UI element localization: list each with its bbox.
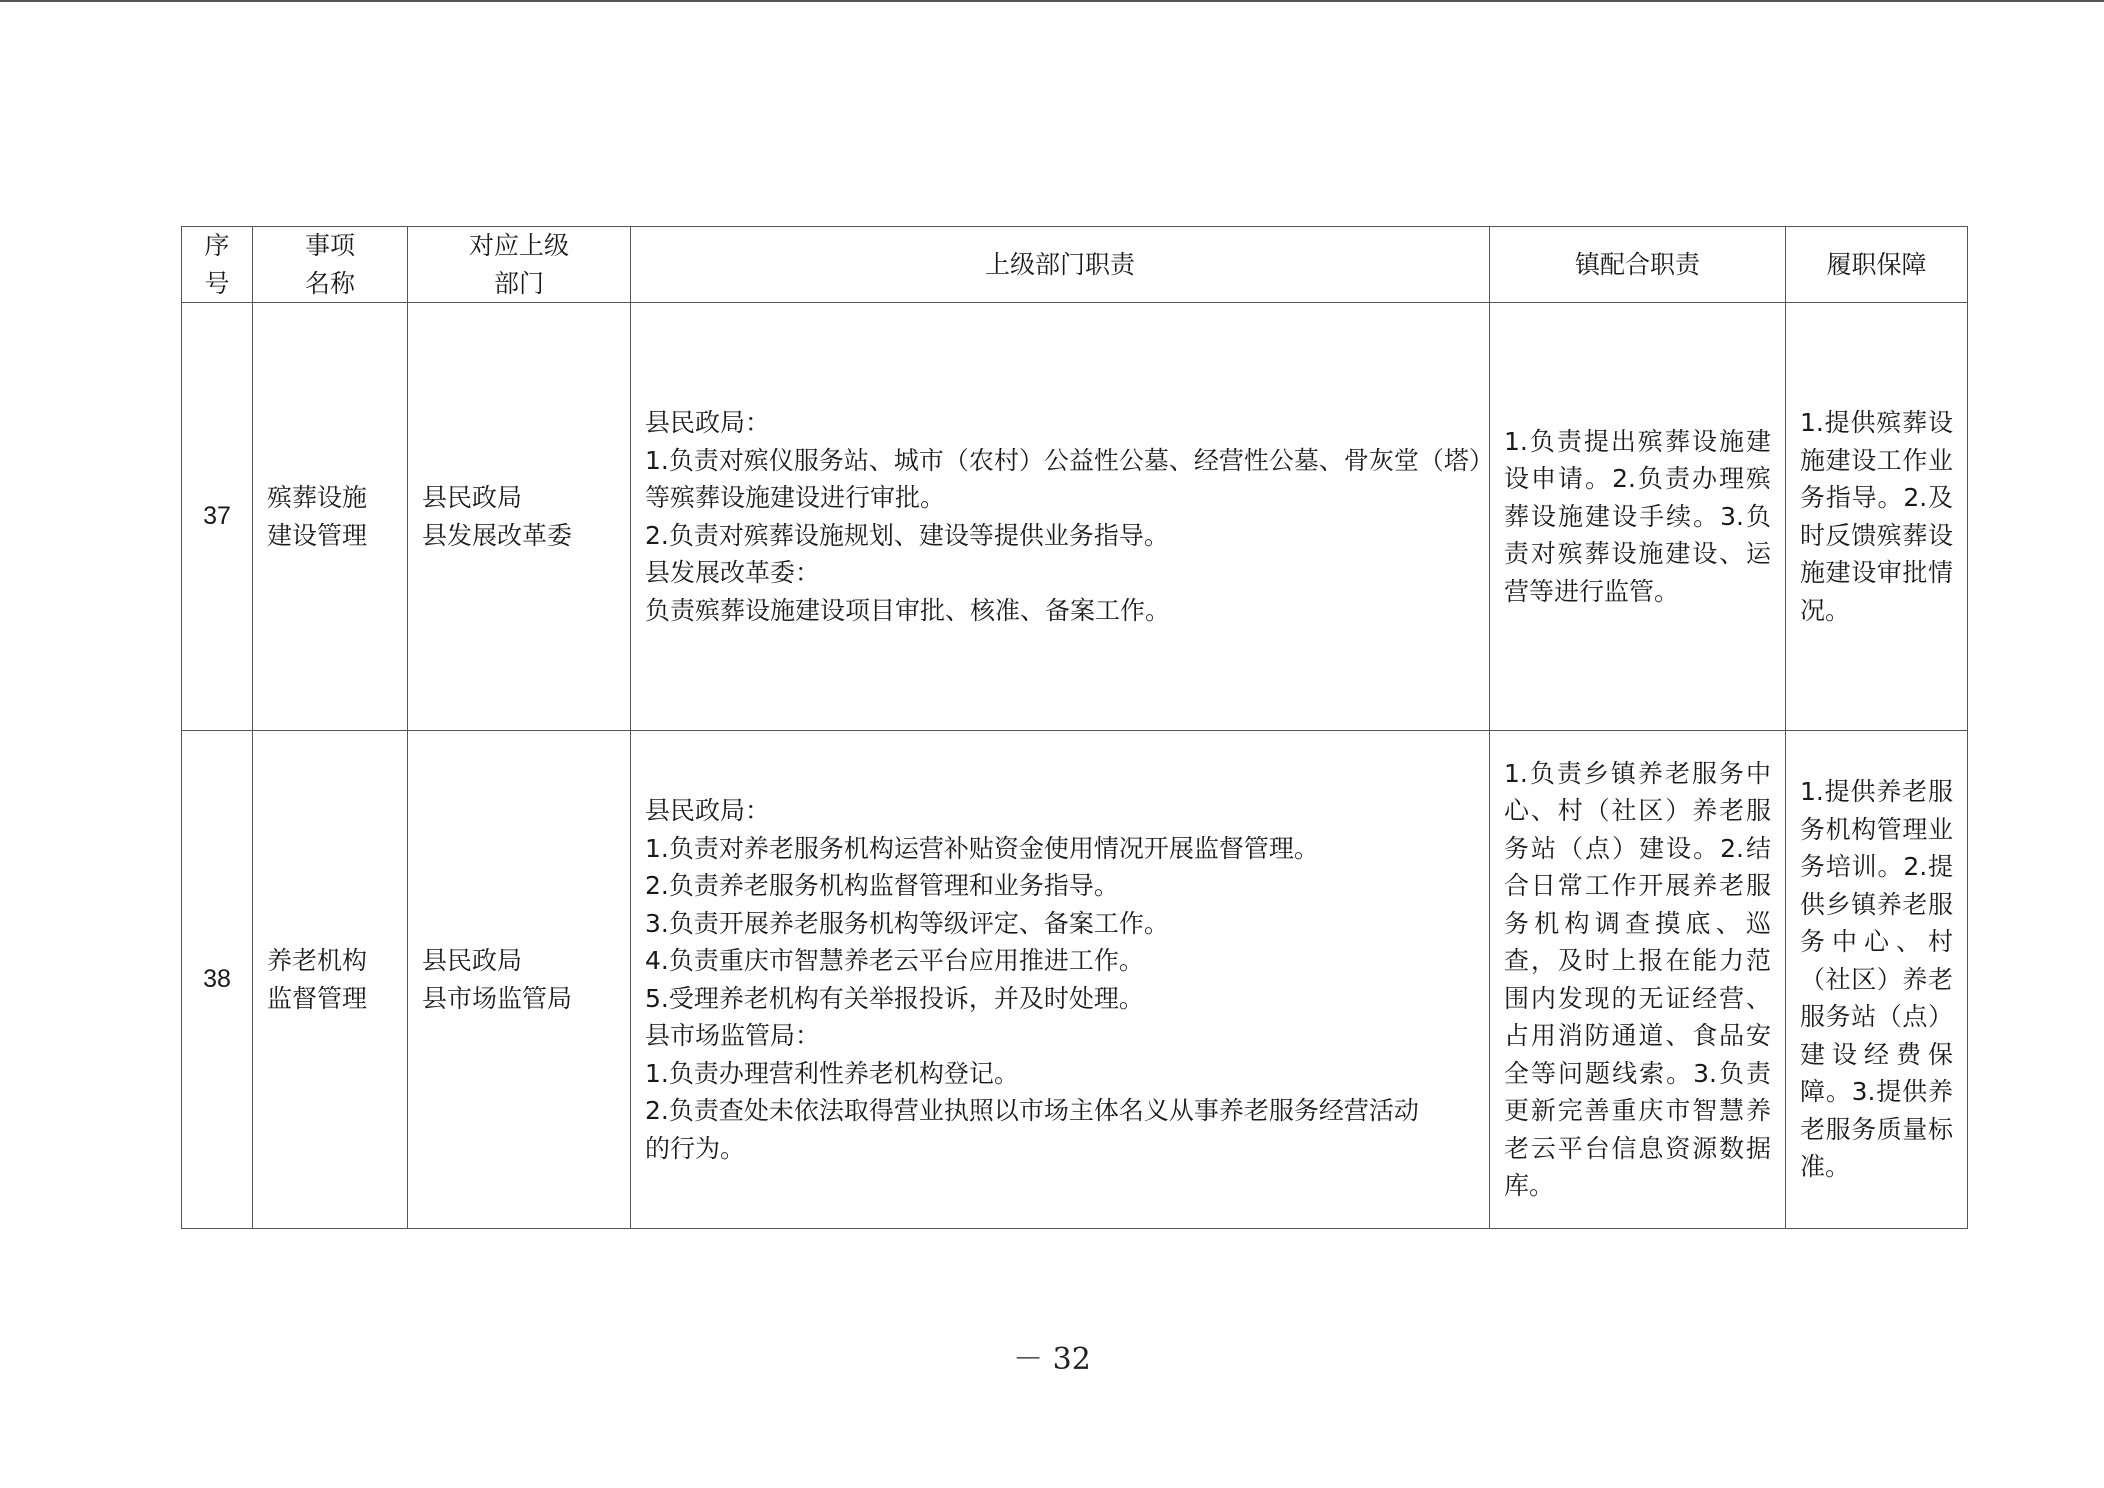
- upper-duty-line: 5.受理养老机构有关举报投诉，并及时处理。: [645, 983, 1144, 1013]
- row-seq: 38: [182, 731, 253, 1229]
- upper-duty-line: 2.负责养老服务机构监督管理和业务指导。: [645, 871, 1119, 900]
- table-row: [182, 303, 1968, 731]
- row-item-name: [253, 731, 408, 1229]
- row-superior-dept: [408, 731, 631, 1229]
- row-item-name: [253, 303, 408, 731]
- dept-line: 县民政局: [422, 483, 523, 512]
- header-upper-duty: 上级部门职责: [631, 227, 1490, 303]
- row-upper-duty: [631, 731, 1490, 1229]
- upper-duty-line: 1.负责办理营利性养老机构登记。: [645, 1058, 1019, 1088]
- item-name-line: 监督管理: [267, 983, 368, 1013]
- row-guarantee: 1.提供殡葬设施建设工作业务指导。2.及时反馈殡葬设施建设审批情况。: [1786, 303, 1968, 731]
- row-superior-dept: [408, 303, 631, 731]
- table-header-row: [182, 227, 1968, 303]
- item-name-line: 殡葬设施: [267, 483, 368, 512]
- upper-duty-line: 等殡葬设施建设进行审批。: [645, 483, 946, 512]
- header-dept-line: 对应上级: [468, 231, 569, 260]
- dept-line: 县市场监管局: [422, 983, 573, 1013]
- page-top-rule: [0, 0, 2104, 2]
- upper-duty-line: 3.负责开展养老服务机构等级评定、备案工作。: [645, 908, 1169, 938]
- dept-line: 县民政局: [422, 946, 523, 975]
- upper-duty-line: 2.负责对殡葬设施规划、建设等提供业务指导。: [645, 520, 1169, 550]
- upper-duty-line: 1.负责对养老服务机构运营补贴资金使用情况开展监督管理。: [645, 833, 1319, 863]
- upper-duty-line: 的行为。: [645, 1133, 746, 1163]
- page-number: － 32: [1013, 1342, 1091, 1377]
- upper-duty-line: 县民政局：: [645, 796, 771, 825]
- header-town-duty: 镇配合职责: [1490, 227, 1786, 303]
- upper-duty-line: 县民政局：: [645, 408, 771, 437]
- header-name: [253, 227, 408, 303]
- header-name-line: 事项: [304, 231, 355, 260]
- upper-duty-line: 负责殡葬设施建设项目审批、核准、备案工作。: [645, 595, 1171, 625]
- table-row: [182, 731, 1968, 1229]
- row-town-duty: 1.负责乡镇养老服务中心、村（社区）养老服务站（点）建设。2.结合日常工作开展养老服务机构调查摸底、巡查，及时上报在能力范围内发现的无证经营、占用消防通道、食品安全等问题线索。3.负责更新完善重庆市智慧养老云平台信息资源数据库。: [1490, 731, 1786, 1229]
- header-seq-line: 序: [204, 231, 230, 260]
- upper-duty-line: 县发展改革委：: [645, 558, 821, 587]
- header-seq-line: 号: [204, 268, 230, 298]
- header-dept: [408, 227, 631, 303]
- upper-duty-line: 2.负责查处未依法取得营业执照以市场主体名义从事养老服务经营活动: [645, 1096, 1419, 1125]
- header-name-line: 名称: [304, 268, 355, 298]
- item-name-line: 养老机构: [267, 946, 368, 975]
- header-dept-line: 部门: [493, 268, 544, 298]
- duty-table: [181, 226, 1968, 1229]
- upper-duty-line: 县市场监管局：: [645, 1021, 821, 1050]
- upper-duty-line: 4.负责重庆市智慧养老云平台应用推进工作。: [645, 946, 1144, 975]
- item-name-line: 建设管理: [267, 520, 368, 550]
- row-town-duty: 1.负责提出殡葬设施建设申请。2.负责办理殡葬设施建设手续。3.负责对殡葬设施建设、运营等进行监管。: [1490, 303, 1786, 731]
- row-seq: 37: [182, 303, 253, 731]
- dept-line: 县发展改革委: [422, 520, 573, 550]
- header-seq: [182, 227, 253, 303]
- row-guarantee: 1.提供养老服务机构管理业务培训。2.提供乡镇养老服务中心、村（社区）养老服务站（点）建设经费保障。3.提供养老服务质量标准。: [1786, 731, 1968, 1229]
- header-guarantee: 履职保障: [1786, 227, 1968, 303]
- upper-duty-line: 1.负责对殡仪服务站、城市（农村）公益性公墓、经营性公墓、骨灰堂（塔）: [645, 445, 1494, 475]
- row-upper-duty: [631, 303, 1494, 731]
